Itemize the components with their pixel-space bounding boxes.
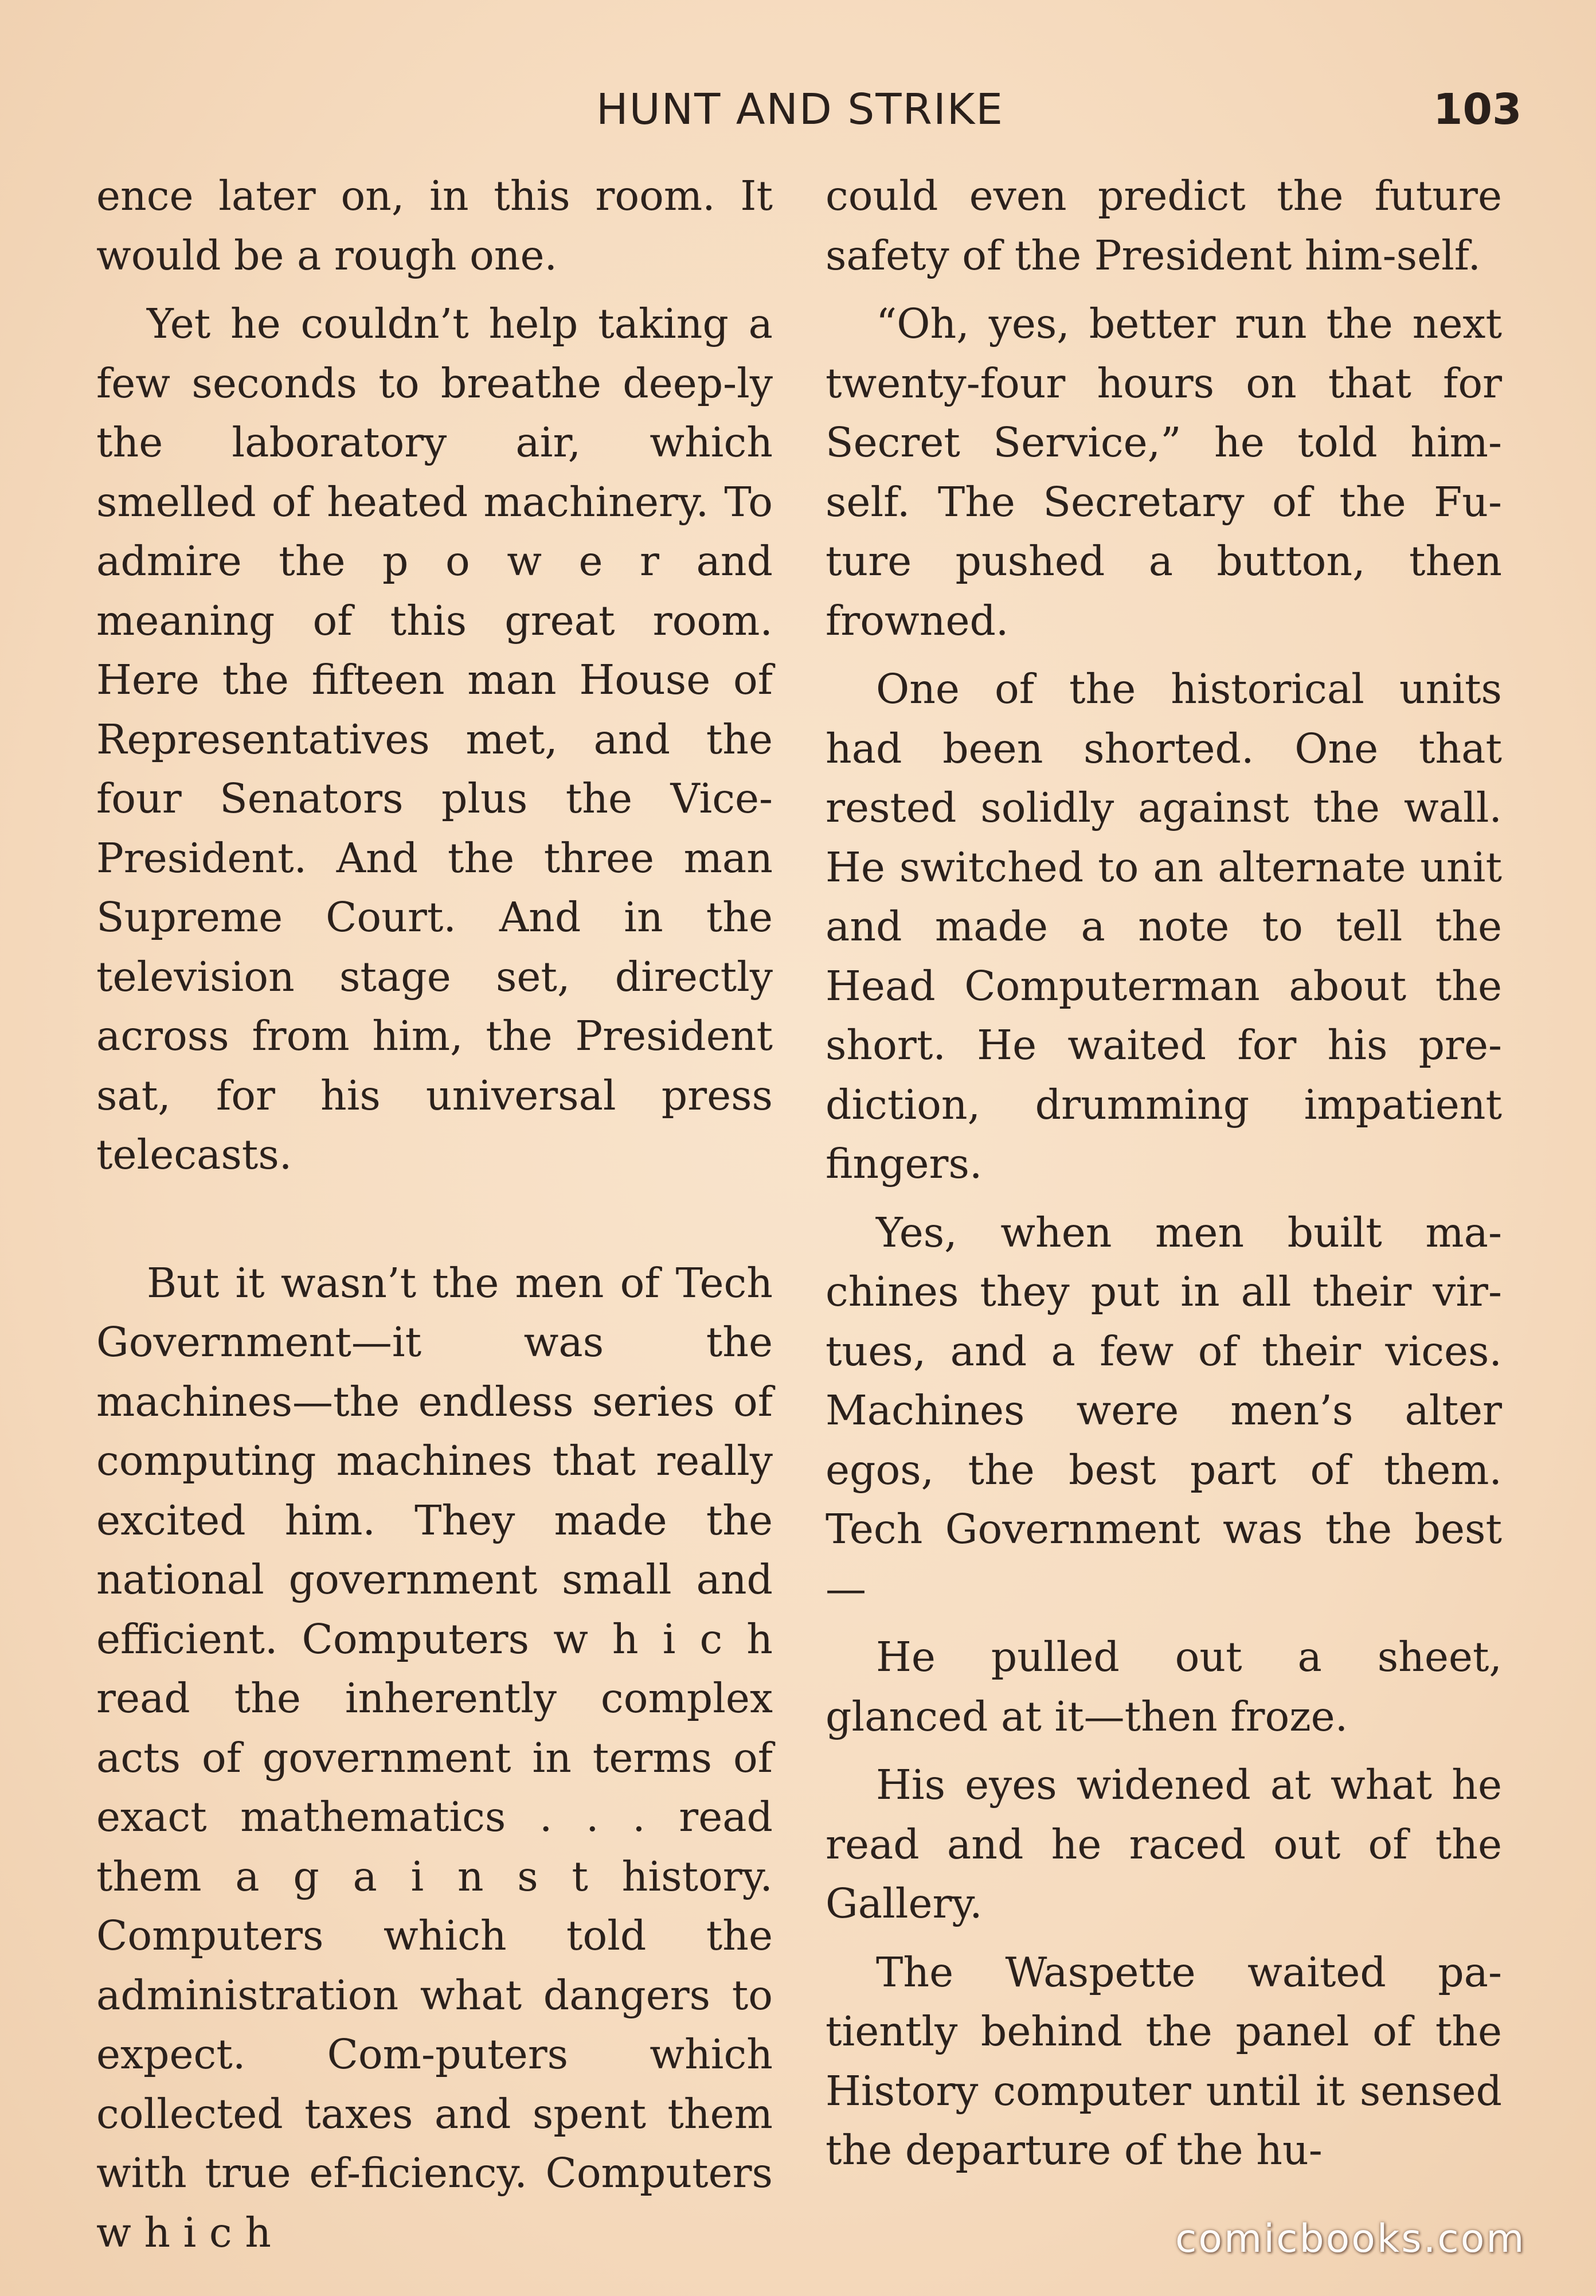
paragraph: “Oh, yes, better run the next twenty-four hours on that for Secret Service,” he told him-self. The Secretary of the Fu-ture pushed a button, then frowned.	[826, 300, 1502, 645]
paragraph: One of the historical units had been shorted. One that rested solidly against the wall. He switched to an alternate unit and made a note to tell the Head Computerman about the short. He waited for his pre-diction, drumming impatient fingers.	[826, 665, 1502, 1188]
running-title: HUNT AND STRIKE	[596, 85, 1004, 134]
watermark: comicbooks.com	[1175, 2216, 1526, 2262]
paragraph: ence later on, in this room. It would be a rough one.	[96, 172, 773, 279]
paragraph: His eyes widened at what he read and he raced out of the Gallery.	[826, 1761, 1502, 1927]
page-header	[0, 80, 1596, 143]
right-column	[826, 166, 1502, 2189]
paragraph: But it wasn’t the men of Tech Government—it was the machines—the endless series of computing machines that really excited him. They made the national government small and efficient. Computers w h i c h read the inherently complex acts of government in terms of exact mathematics . . . read them a g a i n s t history. Computers which told the administration what dangers to expect. Com-puters which collected taxes and spent them with true ef-ficiency. Computers w h i c h	[96, 1259, 773, 2256]
left-column	[96, 166, 773, 2271]
paragraph: could even predict the future safety of the President him-self.	[826, 172, 1502, 279]
paragraph: The Waspette waited pa-tiently behind the panel of the History computer until it sensed the departure of the hu-	[826, 1948, 1502, 2174]
page-number: 103	[1433, 85, 1522, 134]
paragraph: Yes, when men built ma-chines they put in all their vir-tues, and a few of their vices. Machines were men’s alter egos, the best part of them. Tech Government was the best—	[826, 1208, 1502, 1612]
paragraph: Yet he couldn’t help taking a few seconds to breathe deep-ly the laboratory air, which smelled of heated machinery. To admire the p o w e r and meaning of this great room. Here the fifteen man House of Representatives met, and the four Senators plus the Vice-President. And the three man Supreme Court. And in the television stage set, directly across from him, the President sat, for his universal press telecasts.	[96, 300, 773, 1178]
paragraph: He pulled out a sheet, glanced at it—then froze.	[826, 1633, 1502, 1740]
